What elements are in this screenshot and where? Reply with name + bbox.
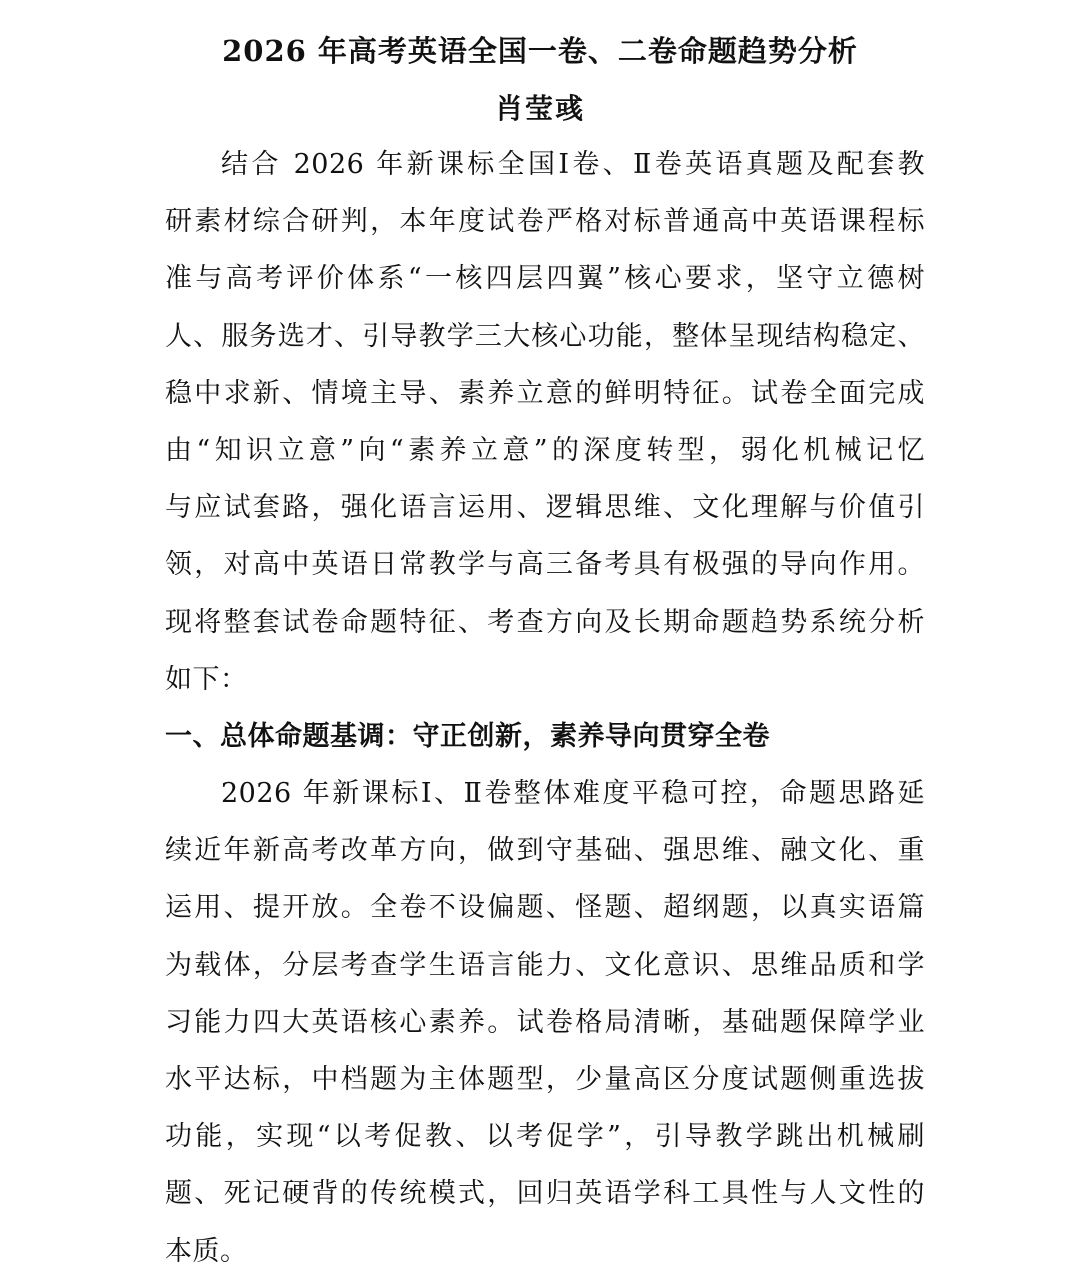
section1-paragraph <box>165 771 925 1286</box>
paragraph-line: 领，对高中英语日常教学与高三备考具有极强的导向作用。 <box>165 549 925 581</box>
paragraph-line: 由“知识立意”向“素养立意”的深度转型，弱化机械记忆 <box>165 434 925 466</box>
paragraph-line: 稳中求新、情境主导、素养立意的鲜明特征。试卷全面完成 <box>165 377 925 409</box>
paragraph-line: 题、死记硬背的传统模式，回归英语学科工具性与人文性的 <box>165 1178 925 1210</box>
paragraph-line: 续近年新高考改革方向，做到守基础、强思维、融文化、重 <box>165 835 925 867</box>
paragraph-line: 2026 年新课标Ⅰ、Ⅱ卷整体难度平稳可控，命题思路延 <box>221 778 925 810</box>
paragraph-line: 人、服务选才、引导教学三大核心功能，整体呈现结构稳定、 <box>165 320 925 352</box>
document-author: 肖莹彧 <box>494 92 585 125</box>
paragraph-line: 研素材综合研判，本年度试卷严格对标普通高中英语课程标 <box>165 206 925 238</box>
paragraph-line: 为载体，分层考查学生语言能力、文化意识、思维品质和学 <box>165 949 925 981</box>
document-title: 2026 年高考英语全国一卷、二卷命题趋势分析 <box>222 34 858 68</box>
paragraph-line: 结合 2026 年新课标全国Ⅰ卷、Ⅱ卷英语真题及配套教 <box>221 149 925 180</box>
paragraph-line: 习能力四大英语核心素养。试卷格局清晰，基础题保障学业 <box>165 1006 925 1038</box>
intro-paragraph <box>165 142 925 714</box>
paragraph-line: 准与高考评价体系“一核四层四翼”核心要求，坚守立德树 <box>165 263 925 295</box>
paragraph-line: 与应试套路，强化语言运用、逻辑思维、文化理解与价值引 <box>165 492 925 524</box>
section-heading: 一、总体命题基调：守正创新，素养导向贯穿全卷 <box>165 720 770 752</box>
paragraph-line: 本质。 <box>165 1235 248 1267</box>
document-body <box>165 142 925 1286</box>
paragraph-line: 现将整套试卷命题特征、考查方向及长期命题趋势系统分析 <box>165 606 925 638</box>
paragraph-line: 水平达标，中档题为主体题型，少量高区分度试题侧重选拔 <box>165 1064 925 1095</box>
paragraph-line: 如下： <box>165 663 248 695</box>
paragraph-line: 运用、提开放。全卷不设偏题、怪题、超纲题，以真实语篇 <box>165 892 925 924</box>
paragraph-line: 功能，实现“以考促教、以考促学”，引导教学跳出机械刷 <box>165 1121 925 1153</box>
